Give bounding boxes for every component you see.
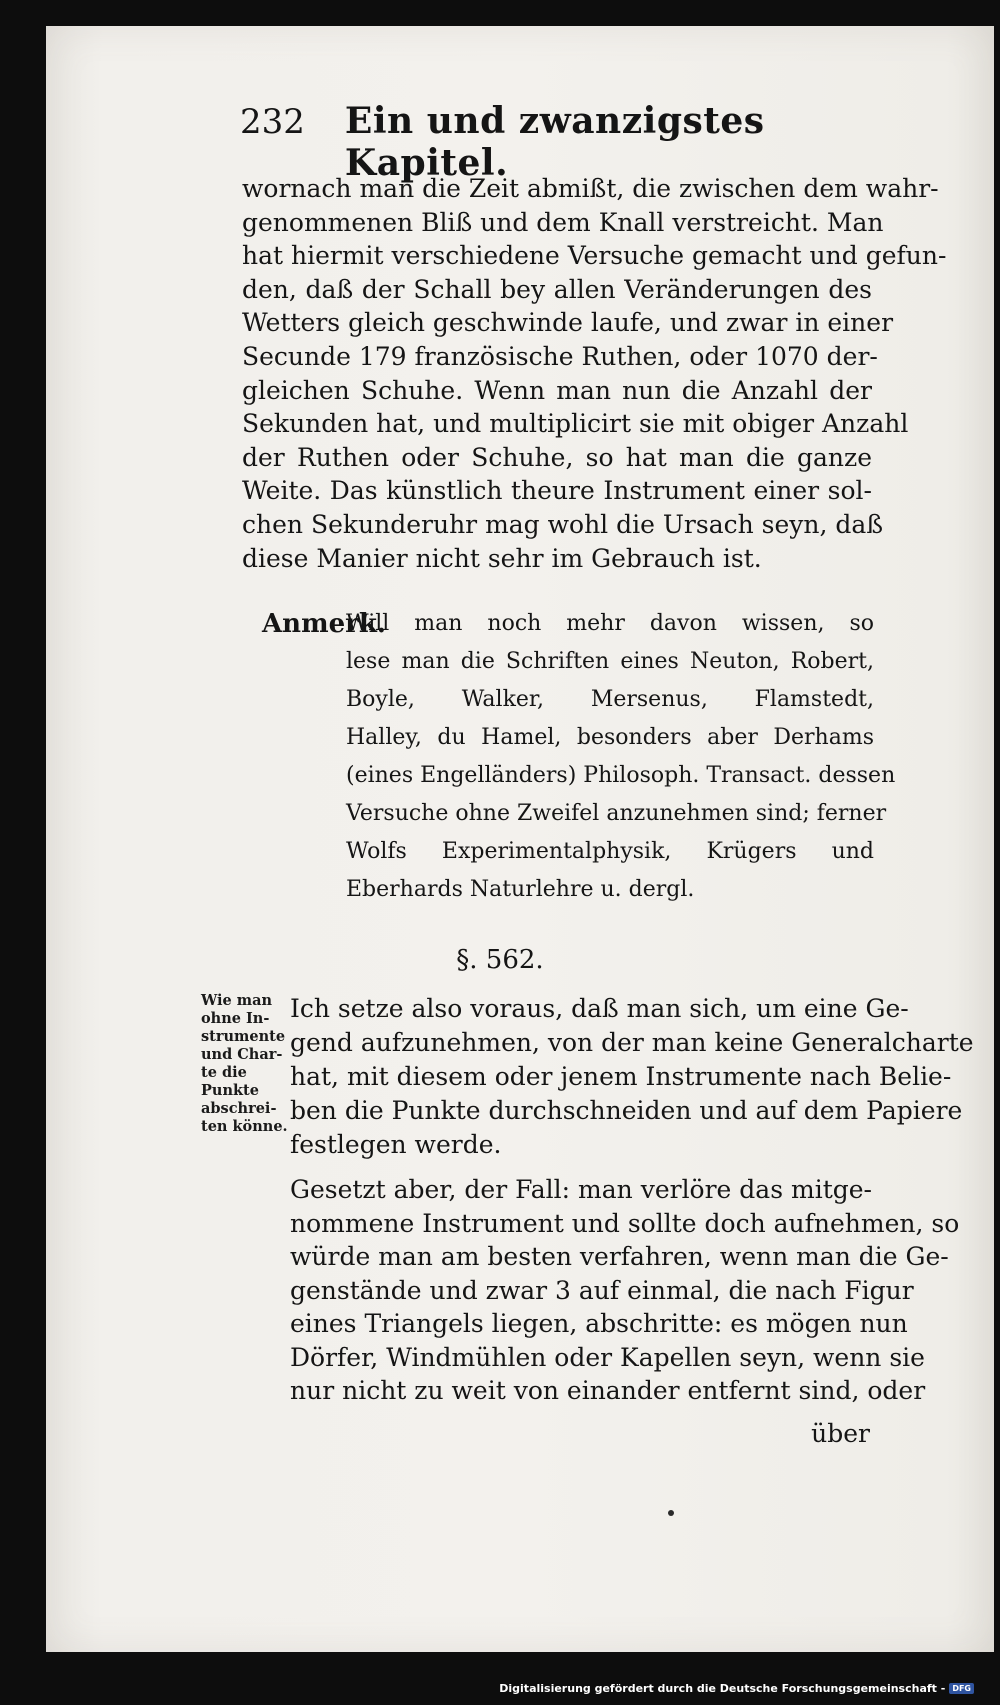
digitization-footer [499,1682,974,1695]
text-line: Sekunden hat, und multiplicirt sie mit obiger Anzahl [242,409,909,439]
text-line: nur nicht zu weit von einander entfernt sind, oder [290,1376,926,1405]
note-line: Versuche ohne Zweifel anzunehmen sind; ferner [346,801,887,826]
note-line: Wolfs Experimentalphysik, Krügers und [346,839,874,864]
note-line: Will man noch mehr davon wissen, so [346,611,874,636]
paragraph-2 [290,992,974,1162]
text-line: ben die Punkte durchschneiden und auf dem Papiere [290,1096,963,1125]
text-line: genstände und zwar 3 auf einmal, die nach Figur [290,1275,914,1305]
text-line: würde man am besten verfahren, wenn man die Ge- [290,1242,949,1271]
text-line: der Ruthen oder Schuhe, so hat man die ganze [242,442,872,472]
text-line: Wetters gleich geschwinde laufe, und zwar in einer [242,308,894,338]
catchword: über [811,1419,870,1448]
text-line: hat hiermit verschiedene Versuche gemacht und gefun- [242,241,947,271]
margin-line: abschrei- [201,1100,277,1117]
text-line: Secunde 179 französische Ruthen, oder 1070 der- [242,341,878,371]
text-line: gleichen Schuhe. Wenn man nun die Anzahl der [242,375,872,405]
margin-line: Punkte [201,1082,259,1099]
text-line: wornach man die Zeit abmißt, die zwischen dem wahr- [242,174,939,203]
text-line: Weite. Das künstlich theure Instrument einer sol- [242,476,872,506]
text-line: festlegen werde. [290,1130,502,1159]
margin-line: Wie man [201,992,273,1009]
text-line: hat, mit diesem oder jenem Instrumente nach Belie- [290,1062,952,1091]
ink-speck [668,1510,674,1516]
page-number: 232 [240,102,305,142]
margin-line: strumente [201,1028,286,1045]
note-line: (eines Engelländers) Philosoph. Transact. dessen [346,763,896,788]
text-line: Dörfer, Windmühlen oder Kapellen seyn, wenn sie [290,1342,925,1372]
annotation-note [262,605,896,909]
chapter-title: Ein und zwanzigstes Kapitel. [344,100,765,184]
note-line: Halley, du Hamel, besonders aber Derhams [346,725,874,750]
note-label: Anmerk. [262,609,386,639]
text-line: diese Manier nicht sehr im Gebrauch ist. [242,543,762,573]
section-number: §. 562. [456,945,544,975]
margin-line: ten könne. [201,1118,288,1135]
text-line: Ich setze also voraus, daß man sich, um eine Ge- [290,994,909,1023]
text-line: genommenen Bliß und dem Knall verstreicht. Man [242,207,884,237]
margin-line: te die [201,1064,247,1081]
dfg-logo: DFG [949,1683,974,1694]
text-line: nommene Instrument und sollte doch aufnehmen, so [290,1208,960,1238]
text-line: gend aufzunehmen, von der man keine Generalcharte [290,1028,974,1057]
paragraph-1 [242,172,947,575]
margin-line: ohne In- [201,1010,270,1027]
note-line: lese man die Schriften eines Neuton, Robert, [346,649,874,674]
text-line: eines Triangels liegen, abschritte: es mögen nun [290,1309,908,1338]
note-line: Boyle, Walker, Mersenus, Flamstedt, [346,687,874,712]
margin-note [201,992,301,1136]
footer-credit: Digitalisierung gefördert durch die Deutsche Forschungsgemeinschaft - [499,1682,946,1695]
text-line: Gesetzt aber, der Fall: man verlöre das mitge- [290,1175,872,1204]
margin-line: und Char- [201,1046,283,1063]
paragraph-3 [290,1173,960,1408]
text-line: chen Sekunderuhr mag wohl die Ursach seyn, daß [242,509,884,539]
note-line: Eberhards Naturlehre u. dergl. [346,877,695,902]
text-line: den, daß der Schall bey allen Veränderungen des [242,274,872,304]
